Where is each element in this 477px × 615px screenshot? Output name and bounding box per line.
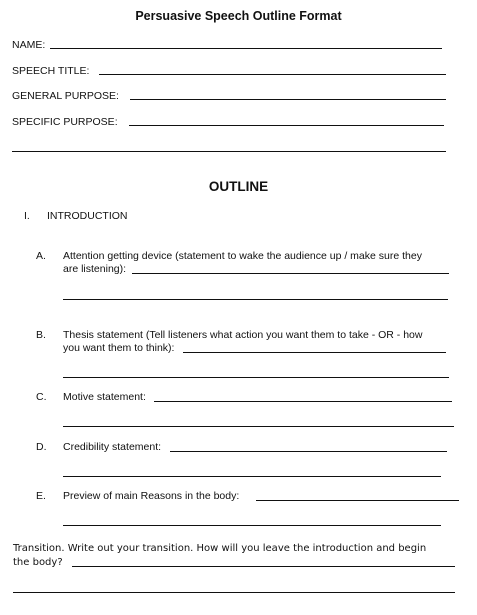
specific-purpose-field-line[interactable]	[129, 125, 444, 126]
item-b-text-line1: Thesis statement (Tell listeners what action you want them to take - OR - how	[63, 329, 423, 341]
transition-extra-line[interactable]	[13, 592, 455, 593]
name-label: NAME:	[12, 39, 46, 51]
transition-line2: the body?	[13, 557, 63, 568]
item-b-text-line2: you want them to think):	[63, 342, 175, 354]
transition-answer-line[interactable]	[72, 566, 455, 567]
document-title: Persuasive Speech Outline Format	[135, 9, 342, 23]
item-b-answer-line[interactable]	[183, 352, 446, 353]
general-purpose-label: GENERAL PURPOSE:	[12, 90, 119, 102]
speech-title-label: SPEECH TITLE:	[12, 65, 90, 77]
name-field-line[interactable]	[50, 48, 442, 49]
section-title: INTRODUCTION	[47, 210, 128, 222]
speech-title-field-line[interactable]	[99, 74, 446, 75]
item-d-letter: D.	[36, 441, 47, 453]
item-d-text: Credibility statement:	[63, 441, 162, 453]
item-c-answer-line[interactable]	[154, 401, 452, 402]
section-numeral: I.	[24, 210, 30, 222]
item-b-extra-line[interactable]	[63, 377, 449, 378]
item-e-letter: E.	[36, 490, 46, 502]
item-c-extra-line[interactable]	[63, 426, 454, 427]
outline-heading: OUTLINE	[208, 179, 269, 194]
item-a-answer-line[interactable]	[132, 273, 449, 274]
general-purpose-field-line[interactable]	[130, 99, 446, 100]
item-d-answer-line[interactable]	[170, 451, 447, 452]
item-d-extra-line[interactable]	[63, 476, 441, 477]
item-c-text: Motive statement:	[63, 391, 146, 403]
item-e-extra-line[interactable]	[63, 525, 441, 526]
specific-purpose-extra-line[interactable]	[12, 151, 446, 152]
item-a-text-line2: are listening):	[63, 263, 127, 275]
item-e-text: Preview of main Reasons in the body:	[63, 490, 240, 502]
transition-line1: Transition. Write out your transition. How will you leave the introduction and begin	[13, 543, 427, 554]
item-a-letter: A.	[36, 250, 46, 262]
item-a-text-line1: Attention getting device (statement to wake the audience up / make sure they	[63, 250, 422, 262]
specific-purpose-label: SPECIFIC PURPOSE:	[12, 116, 118, 128]
item-e-answer-line[interactable]	[256, 500, 459, 501]
item-a-extra-line[interactable]	[63, 299, 448, 300]
item-b-letter: B.	[36, 329, 46, 341]
item-c-letter: C.	[36, 391, 47, 403]
